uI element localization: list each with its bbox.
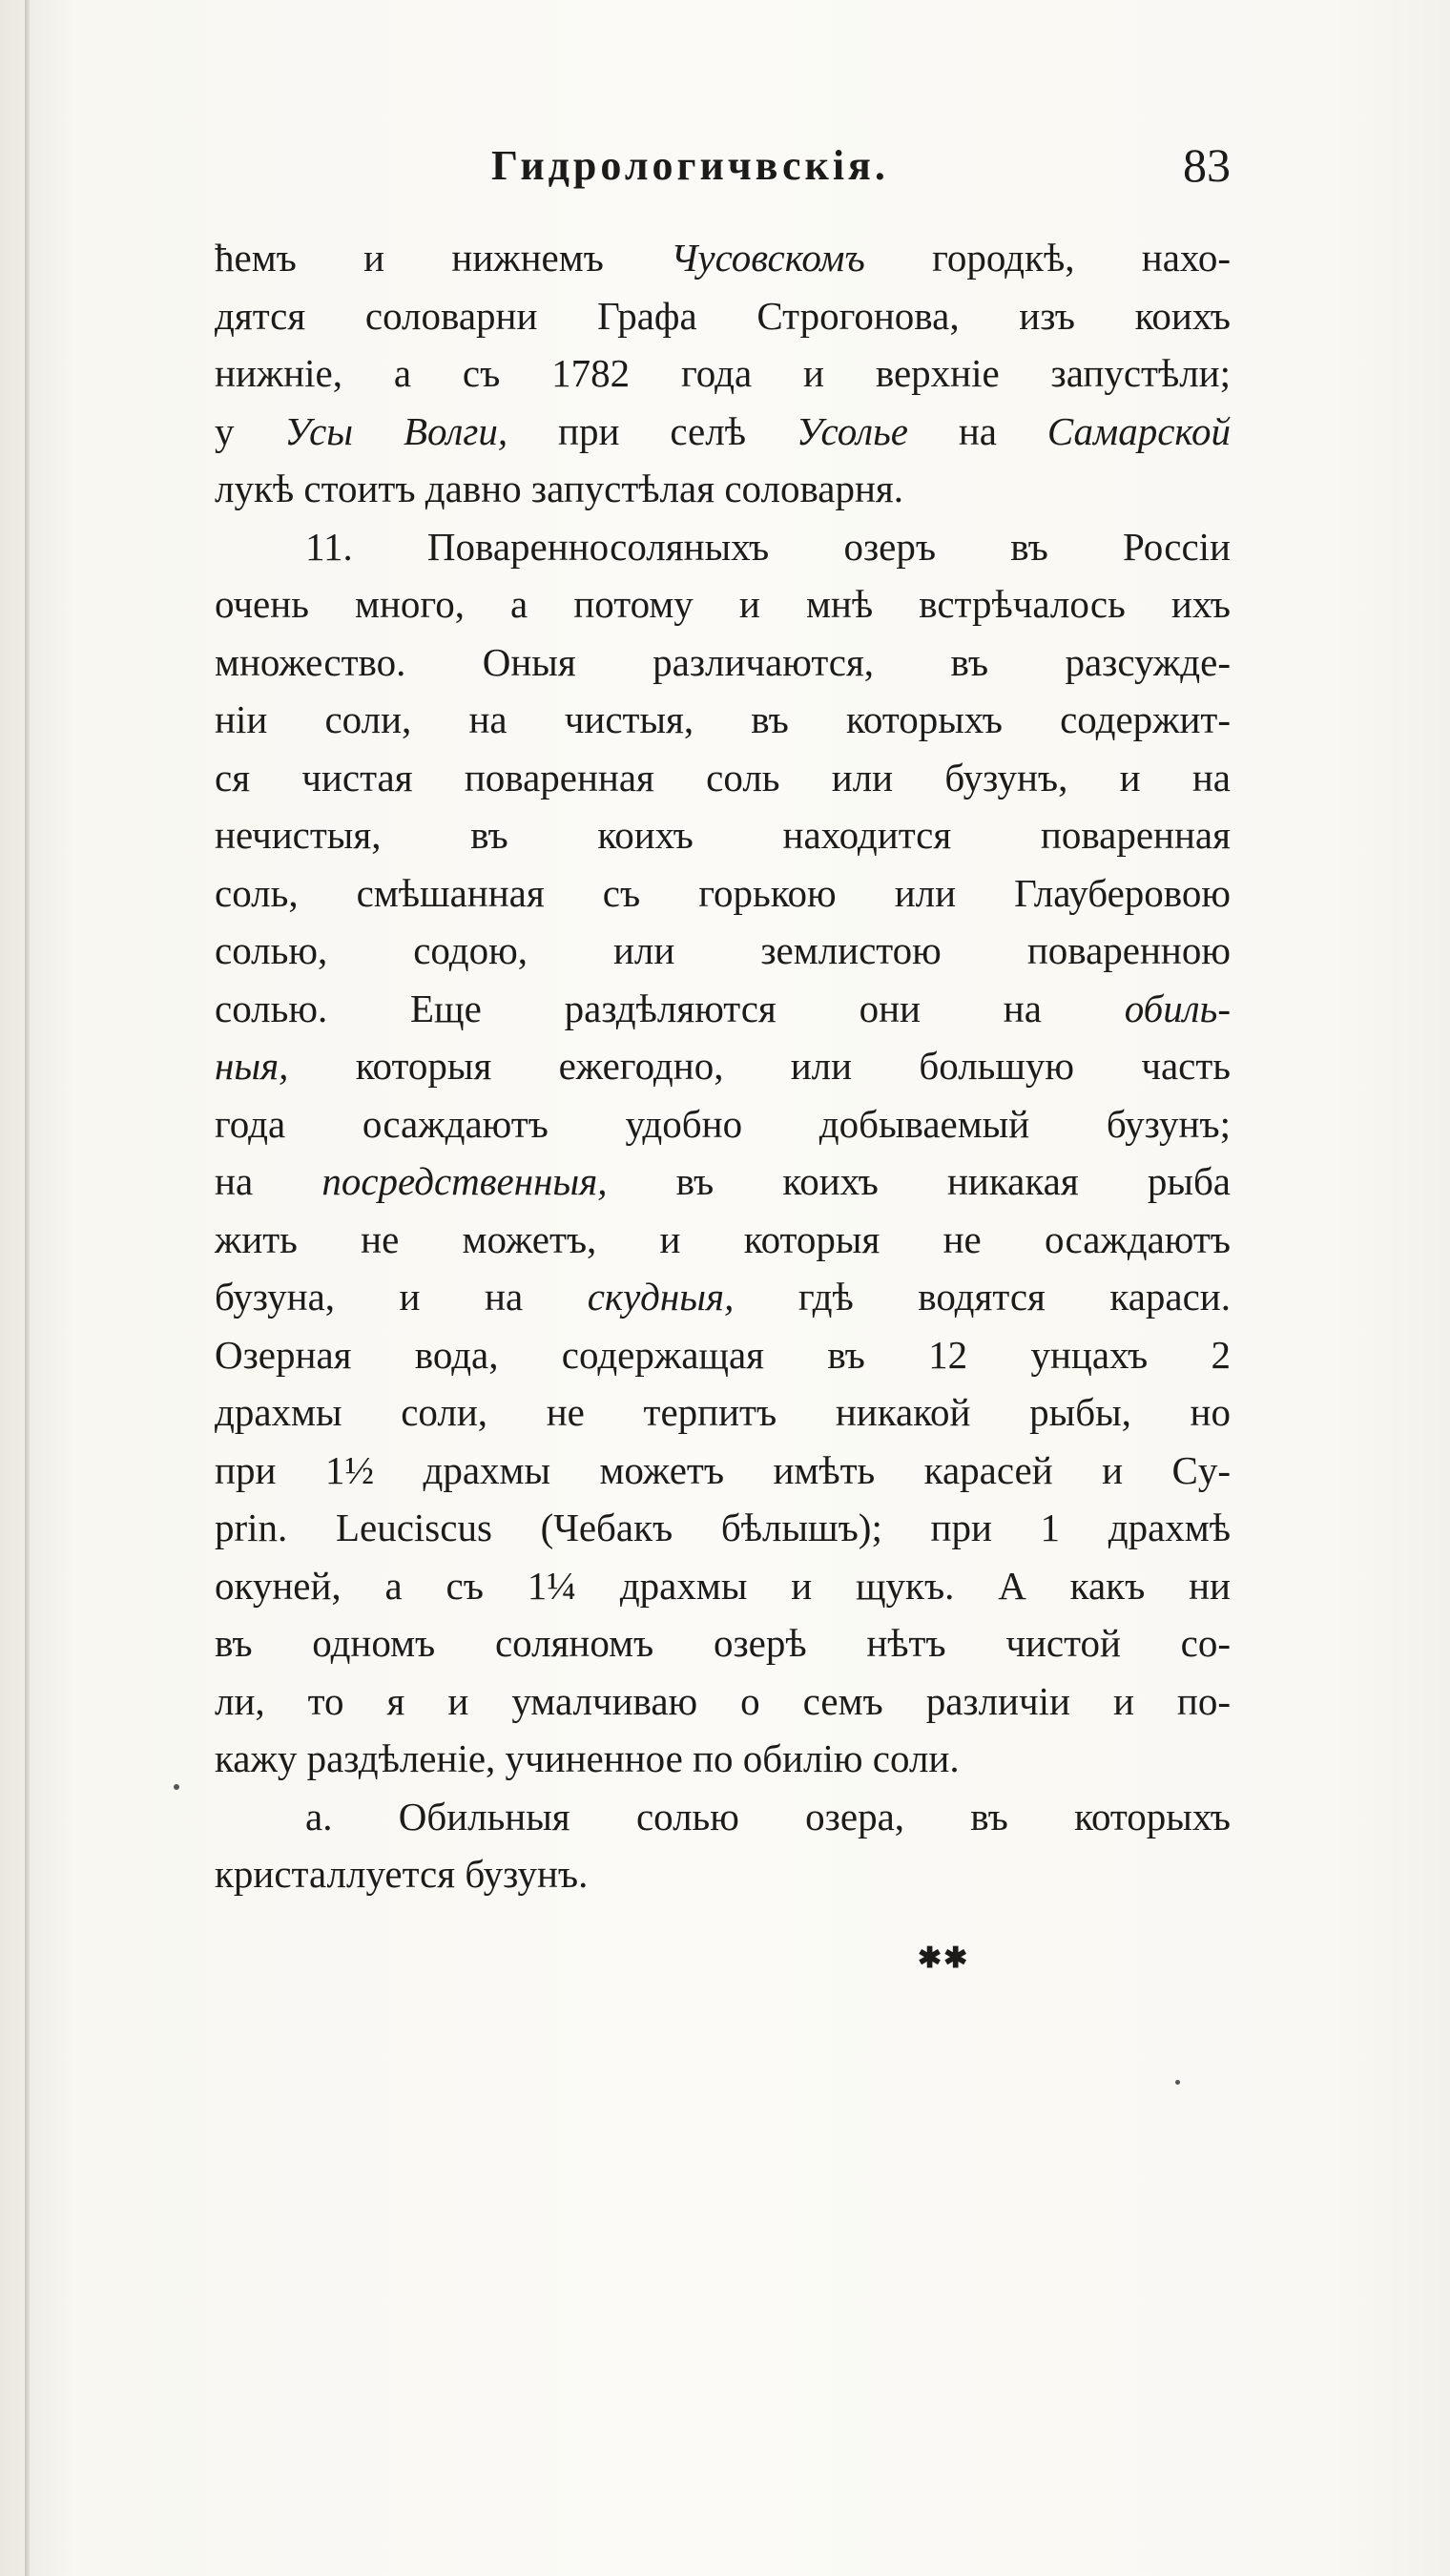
text-line <box>215 1211 1231 1269</box>
text-segment: нечистыя, въ коихъ находится поваренная <box>215 813 1231 857</box>
text-segment: городкѣ, нахо- <box>864 236 1231 280</box>
text-line <box>215 691 1231 749</box>
italic-segment: Самарской <box>1046 408 1232 453</box>
page-gutter <box>25 0 30 2576</box>
text-segment: кристаллуется бузунъ. <box>215 1852 589 1896</box>
text-segment: при 1½ драхмы можетъ имѣть карасей и Cy- <box>215 1447 1231 1492</box>
text-line <box>215 287 1231 345</box>
text-line <box>215 1095 1231 1153</box>
text-line <box>215 1499 1231 1557</box>
italic-segment: посредственныя, <box>321 1159 608 1203</box>
text-segment: Озерная вода, содержащая въ 12 унцахъ 2 <box>215 1332 1231 1377</box>
text-line <box>215 922 1231 980</box>
text-line <box>215 1730 1231 1788</box>
text-segment: а. Обильныя солью озера, въ которыхъ <box>305 1794 1231 1839</box>
text-segment: солью, содою, или землистою поваренною <box>215 928 1231 972</box>
text-line <box>215 749 1231 807</box>
text-segment: ħемъ и нижнемъ <box>215 236 672 280</box>
page-number: 83 <box>1183 138 1231 192</box>
text-segment: гдѣ водятся караси. <box>734 1275 1231 1319</box>
text-line <box>215 1383 1231 1442</box>
text-line <box>215 1268 1231 1326</box>
text-line <box>215 1614 1231 1672</box>
text-segment: дятся соловарни Графа Строгонова, изъ коихъ <box>215 293 1231 338</box>
text-line <box>215 1557 1231 1615</box>
ink-speck <box>174 1784 179 1790</box>
text-segment: солью. Еще раздѣляются они на <box>215 986 1125 1030</box>
text-line <box>215 460 1231 518</box>
text-segment: 11. Поваренносоляныхъ озеръ въ Россіи <box>305 524 1231 569</box>
text-line <box>215 634 1231 692</box>
ink-speck <box>1175 2080 1180 2085</box>
text-segment: ніи соли, на чистыя, въ которыхъ содержит- <box>215 697 1231 741</box>
text-segment: у <box>215 408 285 453</box>
text-line <box>215 1442 1231 1500</box>
italic-segment: Усолье <box>796 408 908 453</box>
text-segment: prin. Leuciscus (Чебакъ бѣлышъ); при 1 драхмѣ <box>215 1506 1231 1549</box>
text-segment: въ коихъ никакая рыба <box>607 1159 1232 1203</box>
text-line <box>215 518 1231 576</box>
text-line <box>215 1788 1231 1846</box>
text-line <box>215 575 1231 634</box>
text-segment: лукѣ стоитъ давно запустѣлая соловарня. <box>215 467 904 510</box>
ornament-asterisks: ✱✱ <box>918 1942 970 1974</box>
page-header <box>215 138 1231 208</box>
text-line <box>215 1153 1231 1211</box>
text-segment: соль, смѣшанная съ горькою или Глауберовою <box>215 870 1231 915</box>
text-line <box>215 864 1231 923</box>
text-line <box>215 1845 1231 1903</box>
text-segment: на <box>215 1159 322 1203</box>
text-segment: ся чистая поваренная соль или бузунъ, и на <box>215 755 1231 800</box>
text-line <box>215 1672 1231 1731</box>
text-segment: ли, то я и умалчиваю о семъ различіи и по- <box>215 1678 1231 1723</box>
text-segment: множество. Оныя различаются, въ разсужде- <box>215 639 1231 684</box>
running-head: Гидрологичвскія. <box>491 142 889 189</box>
text-segment: въ одномъ соляномъ озерѣ нѣтъ чистой со- <box>215 1621 1231 1665</box>
italic-segment: Чусовскомъ <box>671 236 865 280</box>
italic-segment: скудныя, <box>587 1275 735 1319</box>
text-segment: при селѣ <box>508 408 797 453</box>
text-segment: на <box>907 408 1047 453</box>
text-segment: жить не можетъ, и которыя не осаждаютъ <box>215 1216 1231 1261</box>
text-segment: нижніе, а съ 1782 года и верхніе запустѣли; <box>215 351 1231 395</box>
text-line <box>215 229 1231 287</box>
italic-segment: ныя, <box>215 1044 289 1088</box>
text-segment: кажу раздѣленіе, учиненное по обилію соли. <box>215 1736 960 1780</box>
text-segment: окуней, а съ 1¼ драхмы и щукъ. А какъ ни <box>215 1563 1231 1608</box>
italic-segment: обиль- <box>1124 986 1231 1030</box>
text-line <box>215 344 1231 403</box>
text-segment: бузуна, и на <box>215 1275 588 1319</box>
text-line <box>215 1037 1231 1095</box>
text-segment: драхмы соли, не терпитъ никакой рыбы, но <box>215 1390 1231 1434</box>
text-line <box>215 403 1231 461</box>
text-segment: очень много, а потому и мнѣ встрѣчалось ихъ <box>215 582 1231 626</box>
text-line <box>215 980 1231 1038</box>
text-segment: которыя ежегодно, или большую часть <box>288 1044 1231 1088</box>
text-line <box>215 806 1231 864</box>
body-text <box>215 229 1231 1903</box>
text-segment: года осаждаютъ удобно добываемый бузунъ; <box>215 1101 1231 1146</box>
italic-segment: Усы Волги, <box>284 408 508 453</box>
text-line <box>215 1326 1231 1384</box>
